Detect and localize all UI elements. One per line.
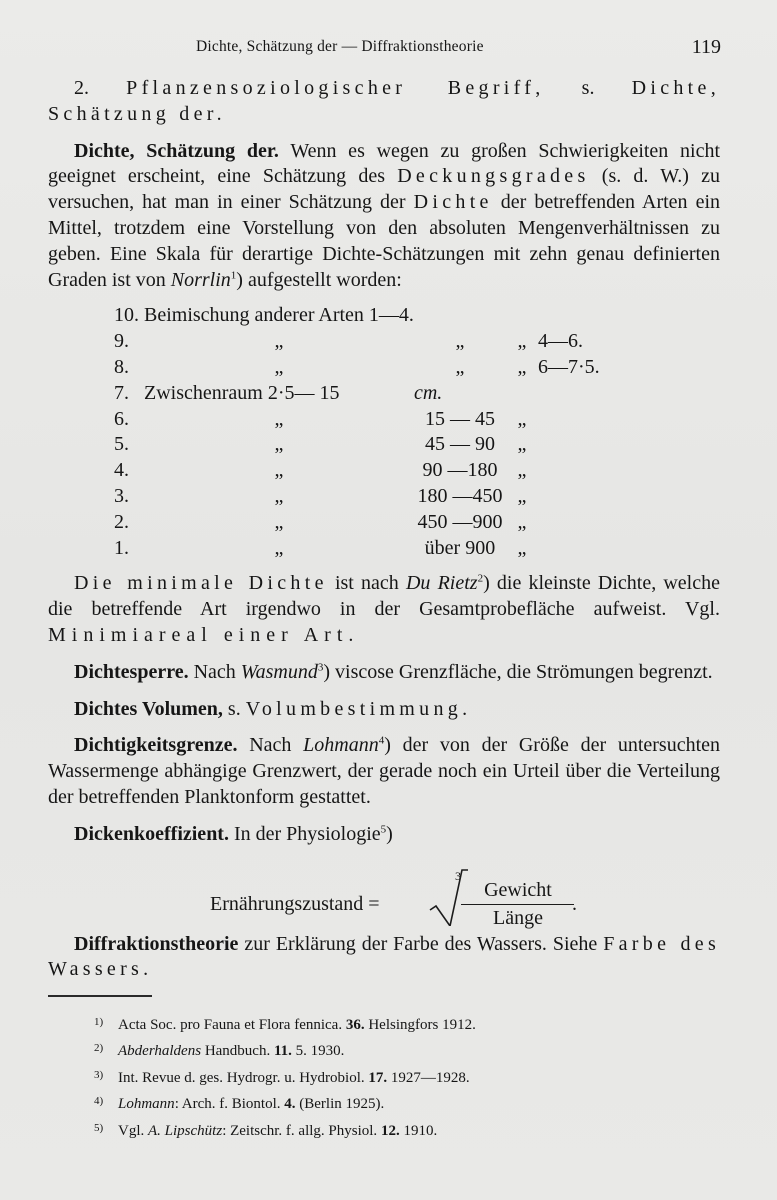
scale-cell: „ [274, 510, 284, 533]
scale-degree: 7. [114, 381, 129, 404]
entry-term: Pflanzensoziologischer Begriff, [126, 77, 545, 99]
scale-cell: Beimischung anderer Arten 1—4. [144, 304, 414, 327]
cross-reference: Farbe des Wassers. [48, 932, 721, 981]
entry-minimale-dichte [48, 571, 720, 648]
footnote-mark: 1) [94, 1015, 104, 1028]
scale-row [114, 329, 600, 355]
entry-text: In der Physiologie [233, 822, 381, 845]
entry-pflanzensoziologischer-begriff [48, 76, 720, 128]
footnotes [94, 1011, 720, 1144]
scale-cell [538, 536, 600, 562]
scale-degree: 2. [114, 510, 129, 533]
author-name: Wasmund [240, 660, 318, 683]
scale-cell: „ [517, 536, 527, 559]
fraction-numerator: Gewicht [484, 878, 552, 901]
page-header [0, 34, 777, 64]
footnote-text: Acta Soc. pro Fauna et Flora fennica. [118, 1016, 346, 1033]
entry-headword: Dichtigkeitsgrenze. [74, 734, 238, 757]
footnote-ref: 1 [230, 268, 237, 281]
cross-reference: Deckungsgrades [397, 165, 590, 188]
cross-reference: Dichte [413, 191, 493, 214]
entry-text: ) aufgestellt worden: [236, 268, 402, 291]
footnote-ref: 4 [378, 734, 385, 747]
entry-text: Nach [249, 734, 292, 757]
cross-reference: Minimiareal einer Art. [48, 623, 360, 646]
density-scale-table [114, 303, 600, 561]
entry-headword: Diffraktionstheorie [74, 932, 239, 955]
footnote-text: 12. [380, 1122, 400, 1139]
footnote [94, 1064, 720, 1091]
scale-cell: „ [517, 484, 527, 507]
scale-cell: 180 —450 [417, 484, 503, 507]
formula-period: . [572, 892, 577, 915]
entry-term: Die minimale Dichte [74, 572, 328, 595]
scale-row [114, 458, 600, 484]
scale-cell: „ [517, 433, 527, 456]
scale-cell [506, 303, 538, 329]
footnote-text: Helsingfors 1912. [364, 1016, 476, 1033]
formula-ernaehrungszustand [48, 858, 720, 932]
scale-degree: 9. [114, 330, 129, 353]
scale-row [114, 381, 600, 407]
cube-root-index: 3 [455, 868, 461, 883]
scale-cell: „ [274, 484, 284, 507]
scale-cell: „ [517, 355, 527, 378]
entry-headword: Dickenkoeffizient. [74, 822, 229, 845]
author-name: Lohmann [303, 734, 379, 757]
scale-cell: 15 — 45 [424, 407, 495, 430]
entry-text: Wenn es wegen zu großen Schwierigkeiten nicht geeignet erscheint, eine Schätzung des [48, 139, 721, 188]
scale-row [114, 484, 600, 510]
scale-row [114, 407, 600, 433]
scale-cell [538, 381, 600, 407]
footnote-text: 11. [273, 1043, 292, 1060]
entry-headword: Dichtes Volumen, [74, 697, 223, 720]
scale-degree: 6. [114, 407, 129, 430]
scale-degree: 1. [114, 536, 129, 559]
footnote-ref: 5 [380, 823, 387, 836]
entry-text: ) der von der Größe der untersuchten Wassermenge abhängige Grenzwert, der gerade noch ein Urteil über die Verteilung der betreffenden Planktonform gestattet. [48, 734, 721, 808]
entry-dichtesperre [48, 660, 720, 686]
scale-row [114, 303, 600, 329]
scale-cell [538, 510, 600, 536]
scale-degree: 10. [114, 304, 139, 327]
scale-cell: „ [274, 459, 284, 482]
footnote-text: 5. 1930. [291, 1043, 345, 1060]
scale-degree: 8. [114, 355, 129, 378]
footnote-text: Int. Revue d. ges. Hydrogr. u. Hydrobiol. [118, 1069, 369, 1086]
scale-cell: „ [274, 330, 284, 353]
footnote-text: 1927—1928. [387, 1069, 470, 1086]
footnote-text: 36. [345, 1016, 365, 1033]
fraction-denominator: Länge [493, 906, 543, 929]
scale-cell: 90 —180 [422, 459, 498, 482]
entry-text: ) die kleinste Dichte, welche die betreffende Art irgendwo in der Gesamtprobefläche aufweist. Vgl. [48, 572, 720, 621]
scale-cell: „ [455, 355, 465, 378]
running-head: Dichte, Schätzung der — Diffraktionstheorie [196, 38, 484, 55]
scale-row [114, 536, 600, 562]
cross-reference: Dichte, Schätzung der. [48, 77, 721, 125]
footnote-mark: 2) [94, 1042, 104, 1055]
scale-cell [506, 381, 538, 407]
scale-cell: über 900 [424, 536, 496, 559]
scale-cell: „ [517, 459, 527, 482]
entry-dichtigkeitsgrenze [48, 733, 720, 810]
entry-text: Nach [193, 660, 236, 683]
entry-headword: Dichte, Schätzung der. [74, 139, 279, 162]
entry-diffraktionstheorie [48, 932, 720, 984]
entry-number: 2. [74, 77, 89, 99]
page-number: 119 [691, 36, 721, 58]
scale-cell: „ [517, 407, 527, 430]
footnote-text: Handbuch. [201, 1043, 274, 1060]
scale-cell: „ [455, 330, 465, 353]
scale-row [114, 510, 600, 536]
footnote [94, 1011, 720, 1038]
scale-cell [538, 407, 600, 433]
scale-cell: „ [517, 330, 527, 353]
scale-cell: cm. [413, 381, 443, 404]
see-label: s. [227, 697, 241, 720]
scale-row [114, 355, 600, 381]
scale-cell: „ [274, 536, 284, 559]
scale-cell: 45 — 90 [424, 433, 495, 456]
entry-dichtes-volumen [48, 697, 720, 723]
scale-cell: „ [274, 407, 284, 430]
see-label: s. [581, 77, 595, 99]
radical-sign-icon [428, 868, 468, 926]
cross-reference: Volumbestimmung. [245, 697, 472, 720]
scale-cell: „ [274, 355, 284, 378]
scale-cell: 6—7·5. [537, 355, 600, 378]
footnote [94, 1090, 720, 1117]
footnote-mark: 3) [94, 1068, 104, 1081]
footnote-text: 1910. [399, 1122, 438, 1139]
entry-text: der betreffenden Arten ein Mittel, trotzdem eine Vorstellung von den absoluten Mengenverhältnissen zu geben. Eine Skala für derartige Dichte-Schätzungen mit zehn genau definierten Graden ist von [48, 191, 721, 291]
page-body [48, 76, 720, 1143]
footnote-ref: 2 [477, 572, 484, 585]
footnote-text: Vgl. [118, 1122, 148, 1139]
entry-headword: Dichtesperre. [74, 660, 189, 683]
scale-cell [538, 303, 600, 329]
scale-cell: Zwischenraum 2·5— 15 [144, 381, 340, 404]
scale-cell: „ [517, 510, 527, 533]
scale-degree: 3. [114, 484, 129, 507]
scale-cell [538, 484, 600, 510]
footnote-text: : Zeitschr. f. allg. Physiol. [222, 1122, 381, 1139]
footnote-text: : Arch. f. Biontol. [174, 1096, 285, 1113]
footnote-mark: 5) [94, 1121, 104, 1134]
entry-text: ist nach [334, 572, 399, 595]
scale-cell [538, 432, 600, 458]
entry-text: (s. d. W.) zu versuchen, hat man in einer Schätzung der [48, 165, 721, 214]
entry-dickenkoeffizient [48, 822, 720, 848]
footnote-text: Lohmann [118, 1096, 175, 1113]
scale-cell [538, 458, 600, 484]
footnote-text: Abderhaldens [118, 1043, 202, 1060]
scale-degree: 4. [114, 459, 129, 482]
footnote-mark: 4) [94, 1095, 104, 1108]
footnote-text: 4. [284, 1096, 296, 1113]
scale-cell: 450 —900 [417, 510, 503, 533]
footnote [94, 1117, 720, 1144]
scale-cell: „ [274, 433, 284, 456]
footnote-text: (Berlin 1925). [295, 1096, 385, 1113]
footnote [94, 1037, 720, 1064]
scale-row [114, 432, 600, 458]
entry-dichte-schaetzung [48, 139, 720, 294]
author-name: Norrlin [170, 268, 231, 291]
entry-text: zur Erklärung der Farbe des Wassers. Siehe [244, 932, 598, 955]
scale-degree: 5. [114, 433, 129, 456]
footnote-text: 17. [368, 1069, 388, 1086]
entry-text: ) [386, 822, 393, 845]
footnote-rule [48, 995, 152, 996]
formula-lhs: Ernährungszustand = [210, 892, 380, 915]
footnote-text: A. Lipschütz [148, 1122, 223, 1139]
scale-cell: 4—6. [537, 330, 583, 353]
author-name: Du Rietz [405, 572, 478, 595]
footnote-ref: 3 [317, 661, 324, 674]
entry-text: ) viscose Grenzfläche, die Strömungen begrenzt. [323, 660, 713, 683]
scale-cell [414, 303, 506, 329]
